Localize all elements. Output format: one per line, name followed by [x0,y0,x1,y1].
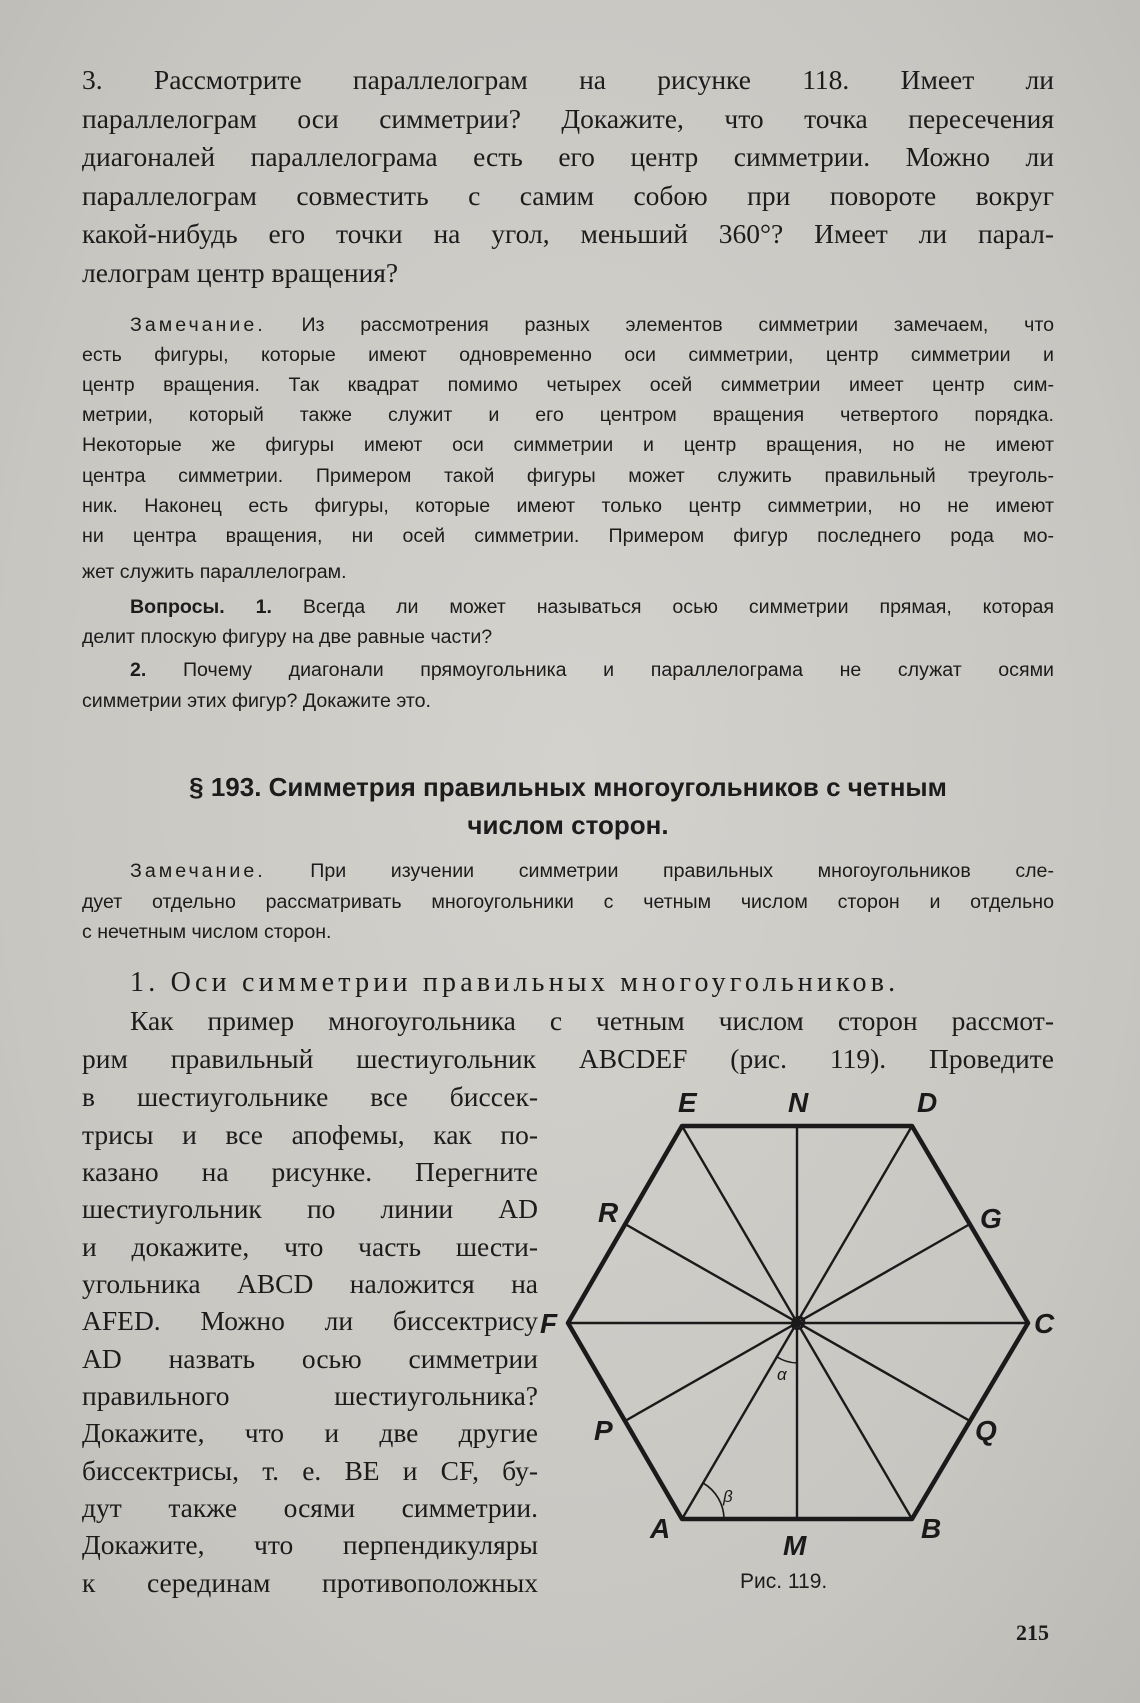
label-b: B [921,1513,942,1544]
section-title-line: числом сторон. [467,810,669,840]
question-1-text: Всегда ли может называться осью симметрии прямая, которая [302,596,1054,618]
label-e: E [678,1087,697,1118]
question-1-line: делит плоскую фигуру на две равные части? [82,626,493,648]
remark-2-label: Замечание. [130,860,266,882]
body-line: AD назвать осью симметрии [82,1343,538,1374]
section-title-line: § 193. Симметрия правильных многоугольников с четным [189,772,947,802]
label-n: N [788,1087,809,1118]
remark-1-line: Некоторые же фигуры имеют оси симметрии и центр вращения, но не имеют [82,434,1054,456]
label-m: M [783,1530,807,1561]
label-alpha: α [777,1365,787,1384]
body-line: и докажите, что часть шести- [82,1231,538,1262]
figure-caption: Рис. 119. [740,1570,828,1593]
body-line: шестиугольник по линии AD [82,1193,538,1224]
remark-2-text: При изучении симметрии правильных многоугольников сле- [310,860,1054,882]
question-1-number: 1. [255,596,272,618]
label-a: A [650,1513,671,1544]
subsection-title: 1. Оси симметрии правильных многоугольников. [130,967,900,998]
problem-3-line: параллелограм совместить с самим собою при повороте вокруг [82,180,1054,211]
questions-label: Вопросы. [130,596,225,618]
problem-3-line: 3. Рассмотрите параллелограм на рисунке 118. Имеет ли [82,64,1054,95]
label-p: P [594,1415,613,1446]
label-f: F [540,1308,558,1339]
remark-1-line: центр вращения. Так квадрат помимо четырех осей симметрии имеет центр сим- [82,374,1054,396]
question-2-number: 2. [130,659,147,681]
page-number: 215 [1016,1620,1049,1645]
remark-1-line: ни центра вращения, ни осей симметрии. Примером фигур последнего рода мо- [82,525,1054,547]
question-2-text: Почему диагонали прямоугольника и параллелограма не служат осями [182,659,1054,681]
label-c: C [1034,1308,1055,1339]
label-r: R [598,1197,619,1228]
remark-1-line: центра симметрии. Примером такой фигуры может служить правильный треуголь- [82,465,1054,487]
remark-1-label: Замечание. [130,314,266,336]
remark-1-line: метрии, который также служит и его центром вращения четвертого порядка. [82,404,1054,426]
label-d: D [917,1087,938,1118]
body-line: рим правильный шестиугольник ABCDEF (рис. 119). Проведите [82,1043,1054,1074]
remark-2-line: с нечетным числом сторон. [82,921,332,943]
angle-beta-arc [703,1483,724,1519]
body-line: Докажите, что перпендикуляры [82,1529,538,1560]
body-line: в шестиугольнике все биссек- [82,1081,538,1112]
body-line: к серединам противоположных [82,1567,538,1598]
body-line: правильного шестиугольника? [82,1380,538,1411]
body-line: трисы и все апофемы, как по- [82,1119,538,1150]
question-2-line: симметрии этих фигур? Докажите это. [82,690,431,712]
body-line: Докажите, что и две другие [82,1417,538,1448]
angle-alpha-arc [777,1357,797,1363]
problem-3-line: диагоналей параллелограма есть его центр симметрии. Можно ли [82,141,1054,172]
label-g: G [980,1203,1002,1234]
problem-3-line: лелограм центр вращения? [82,257,399,288]
body-line: дут также осями симметрии. [82,1492,538,1523]
remark-2-line: дует отдельно рассматривать многоугольники с четным числом сторон и отдельно [82,891,1054,913]
remark-1-text: Из рассмотрения разных элементов симметрии замечаем, что [301,314,1054,336]
body-line: AFED. Можно ли биссектрису [82,1305,538,1336]
label-o: O [790,1313,806,1335]
body-line: угольника ABCD наложится на [82,1268,538,1299]
problem-3-line: какой-нибудь его точки на угол, меньший 360°? Имеет ли парал- [82,218,1054,249]
problem-3-line: параллелограм оси симметрии? Докажите, что точка пересечения [82,103,1054,134]
remark-1-line: есть фигуры, которые имеют одновременно оси симметрии, центр симметрии и [82,344,1054,366]
remark-1-line: жет служить параллелограм. [82,561,347,583]
body-line: биссектрисы, т. е. BE и CF, бу- [82,1455,538,1486]
label-beta: β [723,1487,733,1506]
body-line: казано на рисунке. Перегните [82,1156,538,1187]
label-q: Q [975,1415,997,1446]
remark-1-line: ник. Наконец есть фигуры, которые имеют только центр симметрии, но не имеют [82,495,1054,517]
body-line: Как пример многоугольника с четным числом сторон рассмот- [130,1005,1054,1036]
